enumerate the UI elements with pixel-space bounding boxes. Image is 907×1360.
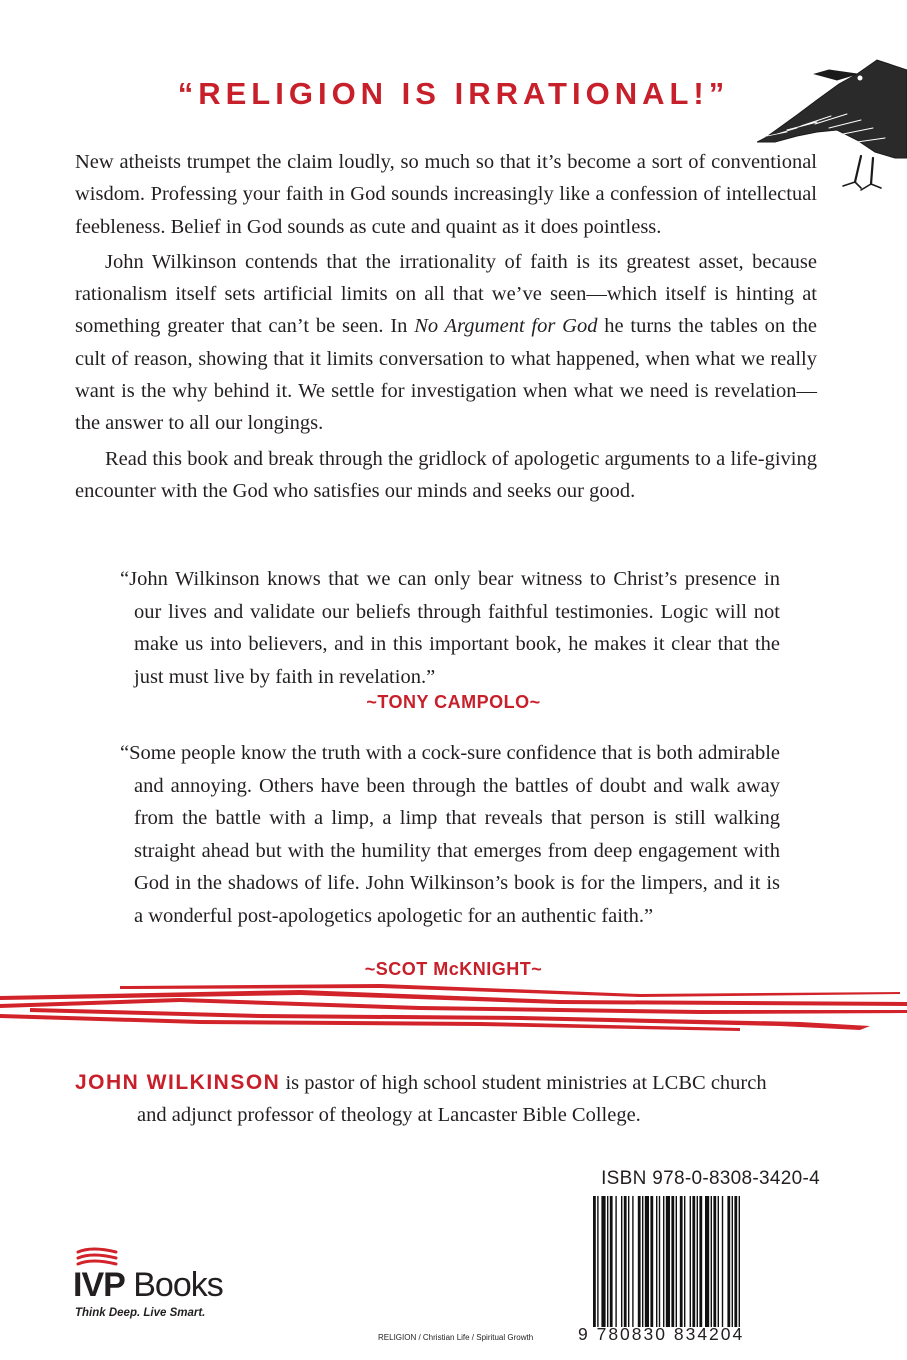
barcode-bar [732,1196,733,1327]
publisher-tagline: Think Deep. Live Smart. [75,1307,206,1319]
barcode-bar [601,1196,605,1327]
barcode-bar [650,1196,653,1327]
barcode-bar [593,1196,596,1327]
barcode-bar [607,1196,608,1327]
barcode-bar [645,1196,649,1327]
barcode-bar [739,1196,740,1327]
category-label: RELIGION / Christian Life / Spiritual Growth [378,1333,534,1342]
barcode-bar [713,1196,716,1327]
barcode-bar [628,1196,629,1327]
barcode-bar [684,1196,685,1327]
description [75,146,817,510]
barcode-bar [632,1196,633,1327]
endorsement-author: ~TONY CAMPOLO~ [366,692,541,712]
barcode-bar [734,1196,737,1327]
red-brush-stripes [0,980,907,1040]
barcode-bar [597,1196,598,1327]
barcode-bar [718,1196,719,1327]
author-bio-line-1: is pastor of high school student ministries at LCBC church [280,1072,767,1094]
barcode-bar [621,1196,622,1327]
barcode-bar [615,1196,616,1327]
barcode-bar [656,1196,657,1327]
barcode-bar [624,1196,627,1327]
barcode-bar [676,1196,677,1327]
barcode-bar [692,1196,695,1327]
barcode-bar [699,1196,702,1327]
description-paragraph-2: John Wilkinson contends that the irrationality of faith is its greatest asset, because rationalism itself sets artificial limits on all that we’ve seen—which itself is hinting at something greater that can’t be seen. In No Argument for God he turns the tables on the cult of reason, showing that it limits conversation to what happened, when what we really want is the why behind it. We settle for investigation when what we need is revelation—the answer to all our longings. [75,250,817,435]
barcode-bar [727,1196,730,1327]
description-paragraph-3: Read this book and break through the gridlock of apologetic arguments to a life-giving encounter with the God who satisfies our minds and seeks our good. [75,447,817,502]
book-title: No Argument for God [414,315,598,338]
barcode-bar [697,1196,698,1327]
endorsement-quote: “Some people know the truth with a cock-sure confidence that is both admirable and annoying. Others have been through the battles of doubt and walk away from the battle with a limp, a limp that reveals that person is still walking straight ahead but with the humility that emerges from deep engagement with God in the shadows of life. John Wilkinson’s book is for the limpers, and it is a wonderful post-apologetics apologetic for an authentic faith.” [120,742,780,927]
isbn: ISBN 978-0-8308-3420-4 [601,1168,820,1189]
barcode-bar [705,1196,709,1327]
barcode-digits: 9 780830 834204 [578,1324,745,1344]
barcode-bar [663,1196,664,1327]
barcode-bar [642,1196,643,1327]
barcode-bar [638,1196,641,1327]
barcode-bar [722,1196,723,1327]
author-bio [75,1067,835,1131]
barcode [593,1196,818,1327]
barcode-bar [610,1196,613,1327]
author-name: JOHN WILKINSON [75,1071,281,1094]
description-paragraph-1: New atheists trumpet the claim loudly, so much so that it’s become a sort of conventional wisdom. Professing your faith in God sounds increasingly like a confession of intellectual feebleness. Belief in God sounds as cute and quaint as it does pointless. [75,151,817,238]
endorsement-author: ~SCOT McKNIGHT~ [364,959,543,979]
endorsement-quote: “John Wilkinson knows that we can only bear witness to Christ’s presence in our lives and validate our beliefs through faithful testimonies. Logic will not make us into believers, and in this important book, he makes it clear that the just must live by faith in revelation.” [120,568,780,688]
barcode-bar [711,1196,712,1327]
headline: “RELIGION IS IRRATIONAL!” [177,76,730,111]
barcode-bar [671,1196,674,1327]
barcode-bar [690,1196,691,1327]
publisher-logo: IVP Books [73,1266,223,1304]
barcode-bar [659,1196,660,1327]
barcode-bar [666,1196,670,1327]
author-bio-line-2: and adjunct professor of theology at Lancaster Bible College. [137,1104,641,1126]
barcode-bar [680,1196,683,1327]
